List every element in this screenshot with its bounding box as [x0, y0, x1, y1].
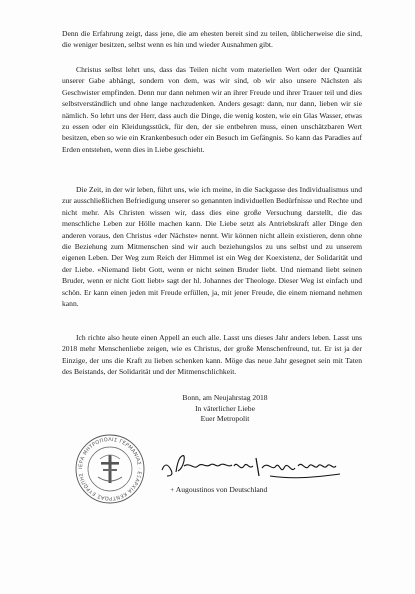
paragraph-4: Ich richte also heute einen Appell an euch alle. Lasst uns dieses Jahr anders leben. Lasst uns 2018 mehr Menschenliebe zeigen, wie es Christus, der große Menschenfreund, tut. Er ist ja der Einzige, der uns die Kraft zu lieben schenken kann. Möge das neue Jahr gesegnet sein mit Taten des Beistands, der Solidarität und der Mitmenschlichkeit. — [62, 333, 362, 377]
paragraph-3: Die Zeit, in der wir leben, führt uns, wie ich meine, in die Sackgasse des Individualismus und zur ausschließlichen Befriedigung unserer so genannten individuellen Bedürfnisse und Rechte und nicht mehr. Als Christen wissen wir, dass dies eine große Versuchung darstellt, die das menschliche Leben zur Hölle machen kann. Die Liebe setzt als Antriebskraft aller Dinge den anderen voraus, den Christus «der Nächste» nennt. Wir können nicht allein existieren, denn ohne die Beziehung zum Mitmenschen sind wir auch beziehungslos zu uns selbst und zu unserem eigenen Leben. Der Weg zum Reich der Himmel ist ein Weg der Koexistenz, der Solidarität und der Liebe. «Niemand liebt Gott, wenn er nicht seinen Bruder liebt. Und niemand liebt seinen Bruder, wenn er nicht Gott liebt» sagt der hl. Johannes der Theologe. Dieser Weg ist einfach und schön. Er kann einen jeden mit Freude erfüllen, ja, mit jener Freude, die einem niemand nehmen kann. — [62, 185, 362, 309]
closing-sender: Euer Metropolit — [200, 414, 250, 423]
official-seal-stamp — [74, 433, 146, 505]
closing-block — [150, 393, 300, 425]
closing-greeting: In väterlicher Liebe — [195, 403, 255, 413]
paragraph-2: Christus selbst lehrt uns, dass das Teilen nicht vom materiellen Wert oder der Quantität unserer Gabe abhängt, sondern von dem, was wir sind, ob wir also unsere Nächsten als Geschwister empfinden. Denn nur dann nehmen wir an ihrer Freude und ihrer Trauer teil und dies selbstverständlich und ohne lange nachzudenken. Anders gesagt: dann, nur dann, lieben wir sie nämlich. So lehrt uns der Herr, dass auch die Dinge, die wenig kosten, wie ein Glas Wasser, etwas zu essen oder ein Kleidungsstück, für den, der sie entbehren muss, einen unschätzbaren Wert besitzen, eben so wie ein Krankenbesuch oder ein Besuch im Gefängnis. So kann das Paradies auf Erden entstehen, wenn dies in Liebe geschieht. — [62, 65, 362, 154]
signed-name: + Augoustinos von Deutschland — [170, 485, 268, 494]
handwritten-signature — [158, 448, 358, 482]
place-date: Bonn, am Neujahrstag 2018 — [182, 393, 268, 402]
paragraph-1: Denn die Erfahrung zeigt, dass jene, die am ehesten bereit sind zu teilen, üblicherweise die sind, die weniger besitzen, selbst wenn es hin und wieder Ausnahmen gibt. — [62, 29, 362, 50]
svg-text:ΙΕΡΑ ΜΗΤΡΟΠΟΛΙΣ ΓΕΡΜΑΝΙΑΣ · ΕΞ: ΙΕΡΑ ΜΗΤΡΟΠΟΛΙΣ ΓΕΡΜΑΝΙΑΣ · ΕΞΑΡΧΙΑ ΚΕΝΤΡΩΑΣ ΕΥΡΩΠΗΣ — [77, 436, 143, 502]
